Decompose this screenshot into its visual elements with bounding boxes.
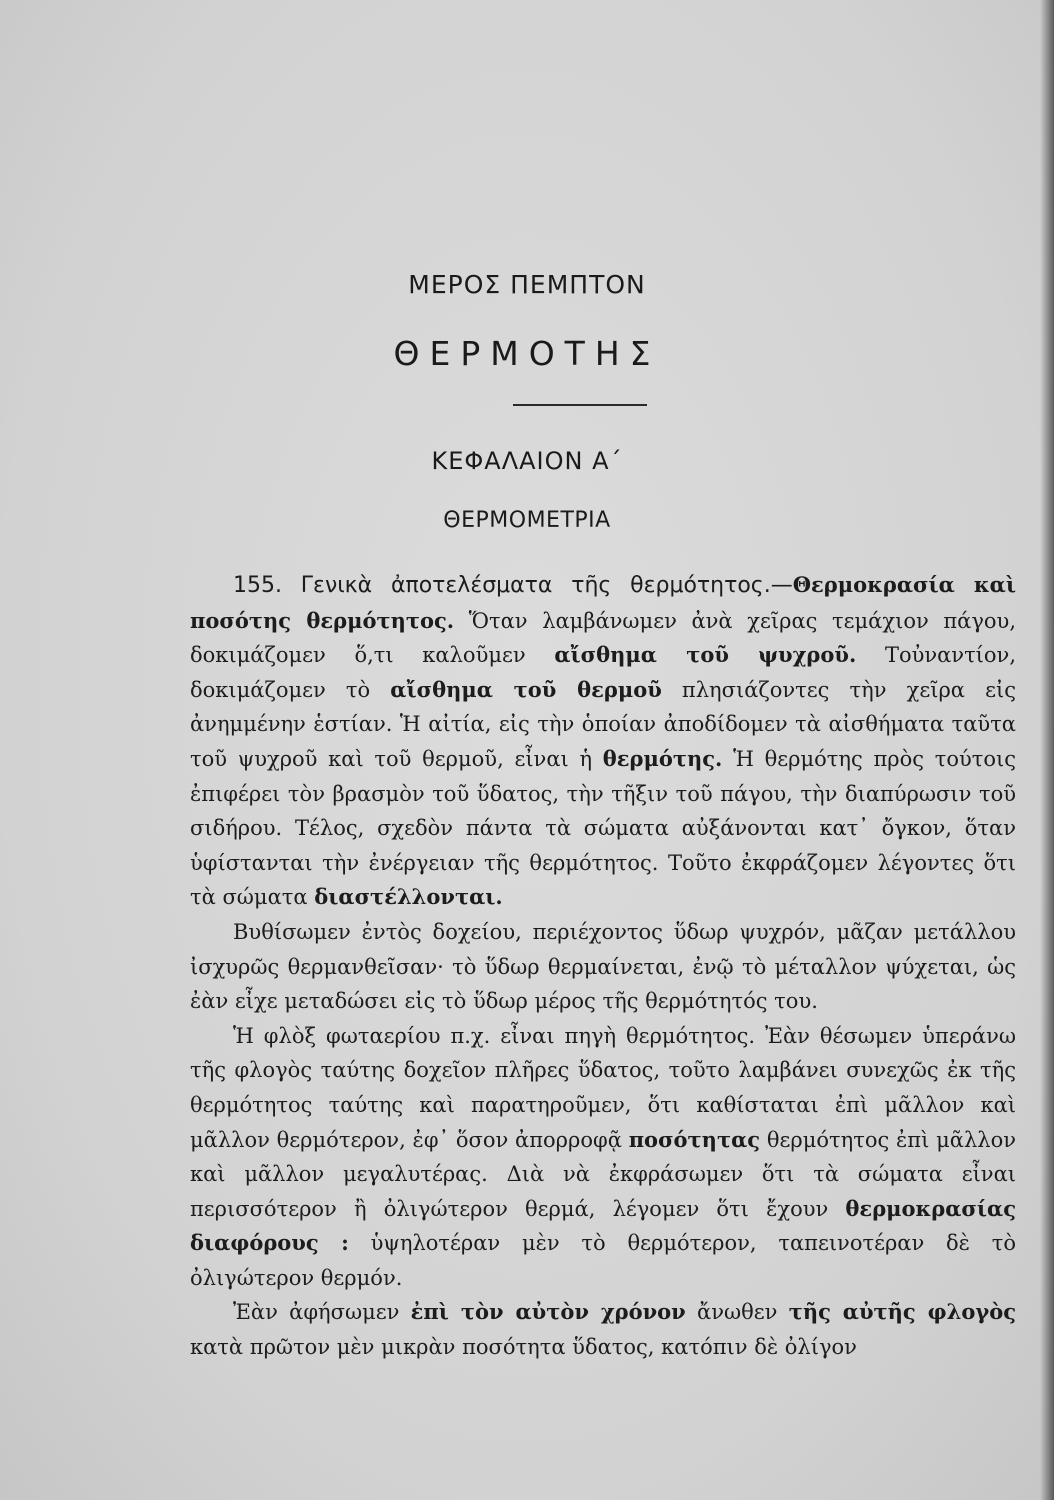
bold-heading: Θερμοκρασία καὶ ποσότης θερμότητος. xyxy=(190,572,1016,633)
text-span: Ἡ θερμότης πρὸς τούτοις ἐπιφέρει τὸν βρασμὸν τοῦ ὕδατος, τὴν τῆξιν τοῦ πάγου, τὴν διαπύρωσιν τοῦ σιδήρου. Τέλος, σχεδὸν πάντα τὰ σώματα αὐξάνονται κατ᾽ ὄγκον, ὅταν ὑφίστανται τὴν ἐνέργειαν τῆς θερμότητος. Τοῦτο ἐκφράζομεν λέγοντες ὅτι τὰ σώματα xyxy=(190,746,1016,910)
bold-term: τῆς αὐτῆς φλογὸς xyxy=(788,1299,1016,1325)
paragraph xyxy=(190,1295,1016,1364)
section-title: ΘΕΡΜΟΜΕΤΡΙΑ xyxy=(443,508,611,533)
text-span: κατὰ πρῶτον μὲν μικρὰν ποσότητα ὕδατος, κατόπιν δὲ ὀλίγον xyxy=(190,1335,857,1360)
paragraph xyxy=(190,1019,1016,1296)
text-span: θερμότητος ἐπὶ μᾶλλον καὶ μᾶλλον μεγαλυτέρας. Διὰ νὰ ἐκφράσωμεν ὅτι τὰ σώματα εἶναι περισσότερον ἢ ὀλιγώτερον θερμά, λέγομεν ὅτι ἔχουν xyxy=(190,1127,1016,1221)
subject-title: ΘΕΡΜΟΤΗΣ xyxy=(393,334,661,373)
text-span: Τοὐναντίον, δοκιμάζομεν τὸ xyxy=(190,643,1017,702)
text-span: ἄνωθεν xyxy=(685,1300,789,1325)
text-span: Ἡ φλὸξ φωταερίου π.χ. εἶναι πηγὴ θερμότητος. Ἐὰν θέσωμεν ὑπεράνω τῆς φλογὸς ταύτης δοχεῖον πλῆρες ὕδατος, τοῦτο λαμβάνει συνεχῶς ἐκ τῆς θερμότητος ταύτης καὶ παρατηροῦμεν, ὅτι καθίσταται ἐπὶ μᾶλλον καὶ μᾶλλον θερμότερον, ἐφ᾽ ὅσον ἀπορροφᾷ xyxy=(190,1023,1016,1152)
paragraph: Βυθίσωμεν ἐντὸς δοχείου, περιέχοντος ὕδωρ ψυχρόν, μᾶζαν μετάλλου ἰσχυρῶς θερμανθεῖσαν· τὸ ὕδωρ θερμαίνεται, ἐνῷ τὸ μέταλλον ψύχεται, ὡς ἐὰν εἶχε μεταδώσει εἰς τὸ ὕδωρ μέρος τῆς θερμότητός του. xyxy=(190,919,1016,1014)
bold-term: αἴσθημα τοῦ θερμοῦ xyxy=(390,676,662,702)
bold-term: αἴσθημα τοῦ ψυχροῦ. xyxy=(554,642,857,668)
bold-term: θερμοκρασίας διαφόρους : xyxy=(190,1195,1016,1256)
part-title: ΜΕΡΟΣ ΠΕΜΠΤΟΝ xyxy=(408,270,646,299)
page-edge-shadow xyxy=(1040,0,1054,1500)
body-text xyxy=(190,568,1016,1365)
bold-term: ποσότητας xyxy=(628,1126,761,1152)
bold-term: διαστέλλονται. xyxy=(314,884,503,910)
bold-term: ἐπὶ τὸν αὐτὸν χρόνον xyxy=(410,1299,686,1325)
paragraph-number-heading: 155. Γενικὰ ἀποτελέσματα τῆς θερμότητος.— xyxy=(233,573,793,598)
bold-term: θερμότης. xyxy=(602,745,723,771)
title-divider xyxy=(513,404,647,406)
text-span: Ἐὰν ἀφήσωμεν xyxy=(233,1300,411,1325)
text-span: ὑψηλοτέραν μὲν τὸ θερμότερον, ταπεινοτέραν δὲ τὸ ὀλιγώτερον θερμόν. xyxy=(190,1231,1016,1290)
paragraph-155 xyxy=(190,568,1016,915)
chapter-title: ΚΕΦΑΛΑΙΟΝ Α΄ xyxy=(431,447,623,475)
text-span: Ὅταν λαμβάνωμεν ἀνὰ χεῖρας τεμάχιον πάγου, δοκιμάζομεν ὅ,τι καλοῦμεν xyxy=(190,608,1016,668)
text-span: πλησιάζοντες τὴν χεῖρα εἰς ἀνημμένην ἑστίαν. Ἡ αἰτία, εἰς τὴν ὁποίαν ἀποδίδομεν τὰ αἰσθήματα ταῦτα τοῦ ψυχροῦ καὶ τοῦ θερμοῦ, εἶναι ἡ xyxy=(190,677,1016,771)
